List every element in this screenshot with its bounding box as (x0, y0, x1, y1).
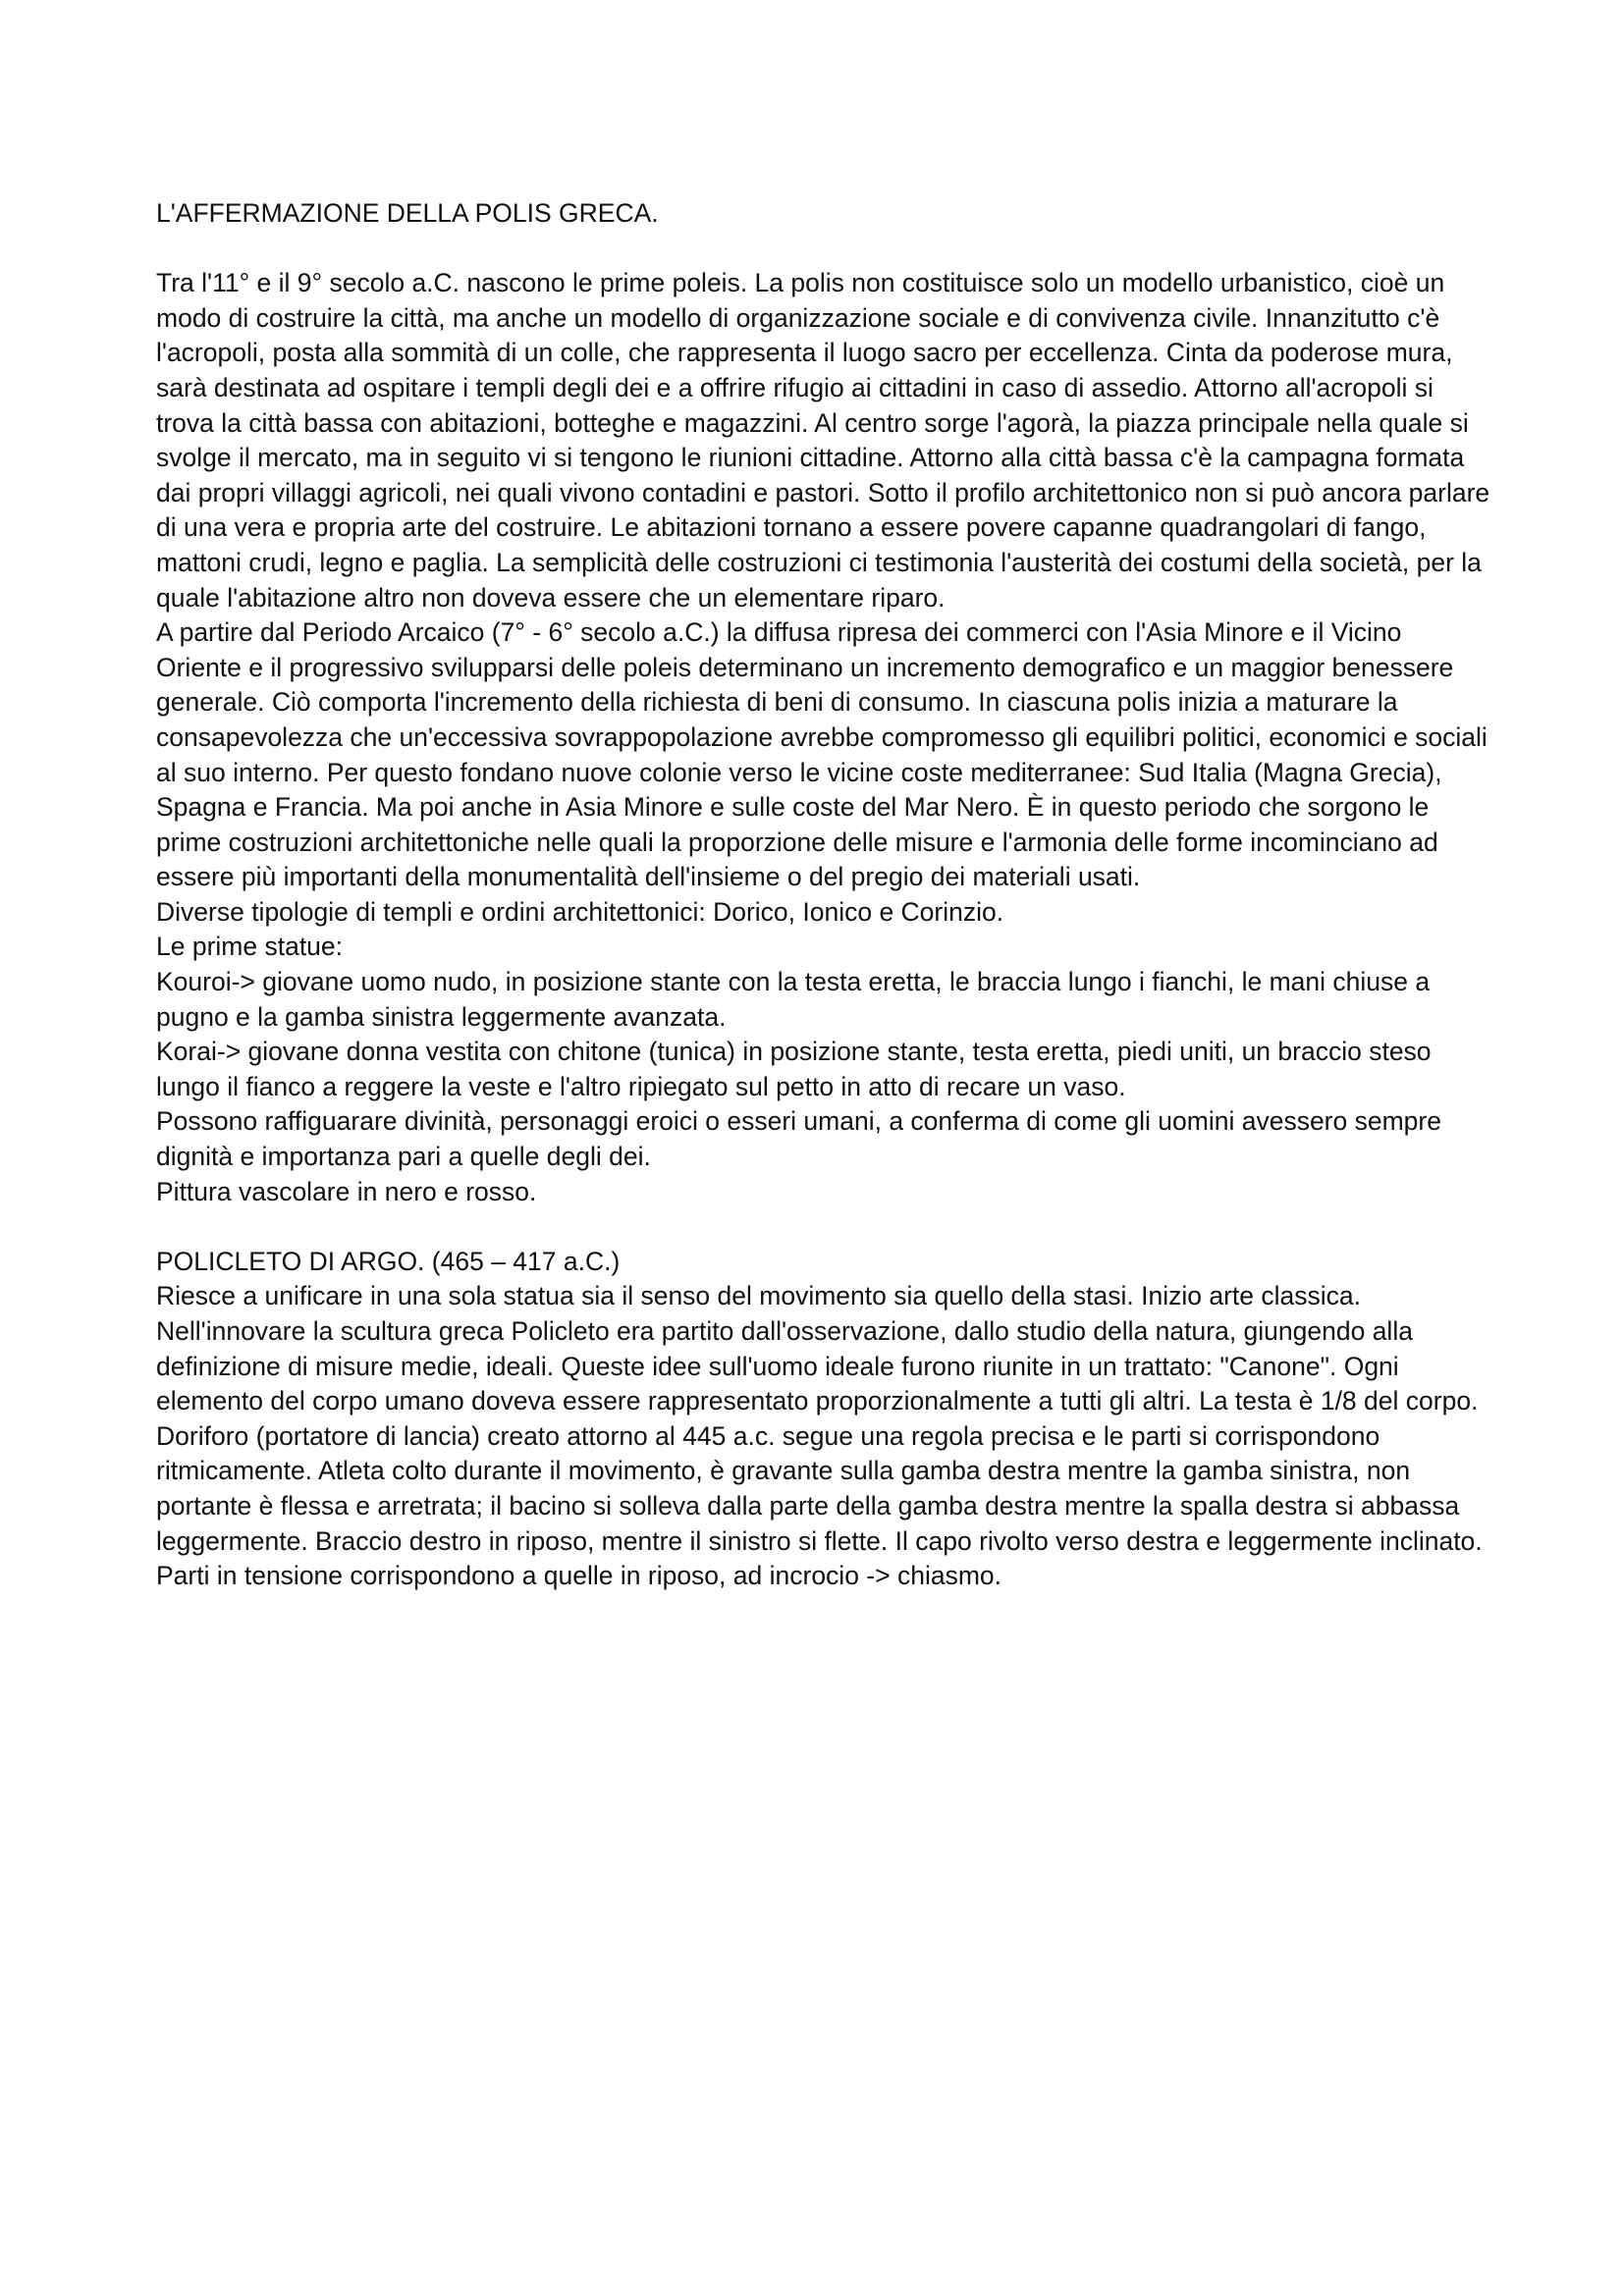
section-title-policleto: POLICLETO DI ARGO. (465 – 417 a.C.) (156, 1246, 621, 1276)
paragraph-ordini-architettonici: Diverse tipologie di templi e ordini architettonici: Dorico, Ionico e Corinzio. (156, 896, 1004, 927)
paragraph-periodo-arcaico: A partire dal Periodo Arcaico (7° - 6° secolo a.C.) la diffusa ripresa dei commerci con l'Asia Minore e il Vicino Oriente e il progressivo svilupparsi delle poleis determinano un incremento demografico e un maggior benessere generale. Ciò comporta l'incremento della richiesta di beni di consumo. In ciascuna polis inizia a maturare la consapevolezza che un'eccessiva sovrappopolazione avrebbe compromesso gli equilibri politici, economici e sociali al suo interno. Per questo fondano nuove colonie verso le vicine coste mediterranee: Sud Italia (Magna Grecia), Spagna e Francia. Ma poi anche in Asia Minore e sulle coste del Mar Nero. È in questo periodo che sorgono le prime costruzioni architettoniche nelle quali la proporzione delle misure e l'armonia delle forme incominciano ad essere più importanti della monumentalità dell'insieme o del pregio dei materiali usati. (156, 617, 1488, 892)
paragraph-kouroi: Kouroi-> giovane uomo nudo, in posizione stante con la testa eretta, le braccia lungo i fianchi, le mani chiuse a pugno e la gamba sinistra leggermente avanzata. (156, 967, 1431, 1032)
paragraph-pittura-vascolare: Pittura vascolare in nero e rosso. (156, 1176, 537, 1206)
paragraph-korai: Korai-> giovane donna vestita con chitone (tunica) in posizione stante, testa eretta, piedi uniti, un braccio steso lungo il fianco a reggere la veste e l'altro ripiegato sul petto in atto di recare un vaso. (156, 1037, 1432, 1101)
paragraph-prime-statue: Le prime statue: (156, 932, 344, 962)
paragraph-policleto: Riesce a unificare in una sola statua sia il senso del movimento sia quello della stasi. Inizio arte classica. Nell'innovare la scultura greca Policleto era partito dall'osservazione, dallo studio della natura, giungendo alla definizione di misure medie, ideali. Queste idee sull'uomo ideale furono riunite in un trattato: "Canone". Ogni elemento del corpo umano doveva essere rappresentato proporzionalmente a tutti gli altri. La testa è 1/8 del corpo. Doriforo (portatore di lancia) creato attorno al 445 a.c. segue una regola precisa e le parti si corrispondono ritmicamente. Atleta colto durante il movimento, è gravante sulla gamba destra mentre la gamba sinistra, non portante è flessa e arretrata; il bacino si solleva dalla parte della gamba destra mentre la spalla destra si abbassa leggermente. Braccio destro in riposo, mentre il sinistro si flette. Il capo rivolto verso destra e leggermente inclinato. Parti in tensione corrispondono a quelle in riposo, ad incrocio -> chiasmo. (156, 1281, 1483, 1591)
paragraph-gap (156, 232, 1491, 267)
section-title-polis: L'AFFERMAZIONE DELLA POLIS GRECA. (156, 198, 659, 228)
document-body (156, 196, 1491, 1594)
paragraph-gap (156, 1209, 1491, 1245)
paragraph-poleis-intro: Tra l'11° e il 9° secolo a.C. nascono le prime poleis. La polis non costituisce solo un modello urbanistico, cioè un modo di costruire la città, ma anche un modello di organizzazione sociale e di convivenza civile. Innanzitutto c'è l'acropoli, posta alla sommità di un colle, che rappresenta il luogo sacro per eccellenza. Cinta da poderose mura, sarà destinata ad ospitare i templi degli dei e a offrire rifugio ai cittadini in caso di assedio. Attorno all'acropoli si trova la città bassa con abitazioni, botteghe e magazzini. Al centro sorge l'agorà, la piazza principale nella quale si svolge il mercato, ma in seguito vi si tengono le riunioni cittadine. Attorno alla città bassa c'è la campagna formata dai propri villaggi agricoli, nei quali vivono contadini e pastori. Sotto il profilo architettonico non si può ancora parlare di una vera e propria arte del costruire. Le abitazioni tornano a essere povere capanne quadrangolari di fango, mattoni crudi, legno e paglia. La semplicità delle costruzioni ci testimonia l'austerità dei costumi della società, per la quale l'abitazione altro non doveva essere che un elementare riparo. (156, 268, 1490, 613)
paragraph-raffigurazioni: Possono raffiguarare divinità, personaggi eroici o esseri umani, a conferma di come gli uomini avessero sempre dignità e importanza pari a quelle degli dei. (156, 1106, 1441, 1172)
